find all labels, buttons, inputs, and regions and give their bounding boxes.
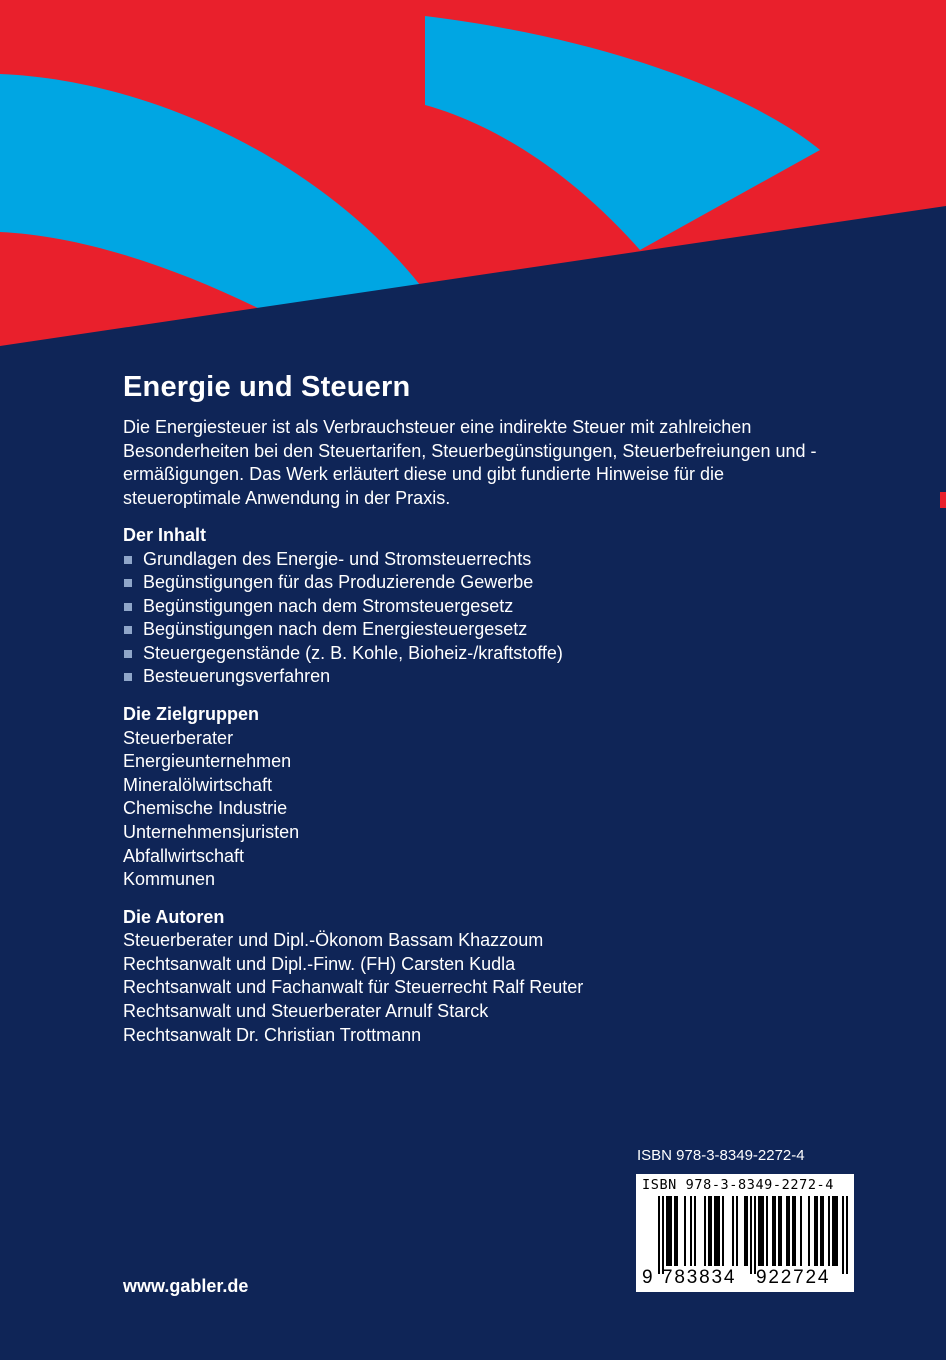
book-title: Energie und Steuern (123, 371, 411, 403)
barcode-bar (746, 1196, 748, 1266)
zielgruppen-list (123, 727, 823, 892)
barcode-bar (832, 1196, 834, 1266)
section-zielgruppen (123, 703, 823, 892)
barcode-bar (794, 1196, 796, 1266)
barcode-guard-bar (662, 1196, 664, 1274)
back-cover-content (123, 368, 823, 1047)
zielgruppen-heading: Die Zielgruppen (123, 704, 260, 725)
barcode-bar (834, 1196, 836, 1266)
barcode-bar (710, 1196, 712, 1266)
barcode-bar (690, 1196, 692, 1266)
bullet-square-icon (124, 556, 132, 564)
list-item: Steuergegenstände (z. B. Kohle, Bioheiz-/kraftstoffe) (123, 642, 823, 666)
isbn-label: ISBN 978-3-8349-2272-4 (637, 1147, 805, 1164)
edge-tab-marker (940, 492, 946, 508)
barcode-bar (718, 1196, 720, 1266)
bullet-square-icon (124, 603, 132, 611)
section-inhalt (123, 524, 823, 689)
barcode-guard-bar (842, 1196, 844, 1274)
barcode-bar (788, 1196, 790, 1266)
list-item: Rechtsanwalt und Fachanwalt für Steuerrecht Ralf Reuter (123, 977, 584, 998)
list-item: Abfallwirtschaft (123, 845, 245, 866)
barcode-bar (684, 1196, 686, 1266)
barcode-bar (670, 1196, 672, 1266)
cover-art (0, 0, 946, 360)
list-item: Unternehmensjuristen (123, 821, 300, 842)
barcode-bar (714, 1196, 716, 1266)
barcode-bar (836, 1196, 838, 1266)
list-item: Begünstigungen nach dem Energiesteuergesetz (123, 618, 823, 642)
barcode-bar (758, 1196, 760, 1266)
bullet-square-icon (124, 650, 132, 658)
bullet-square-icon (124, 579, 132, 587)
barcode-right-digits: 922724 (756, 1267, 831, 1288)
list-item: Kommunen (123, 869, 216, 890)
barcode-bar (760, 1196, 762, 1266)
barcode-left-digits: 783834 (662, 1267, 737, 1288)
bullet-square-icon (124, 673, 132, 681)
barcode-bar (820, 1196, 822, 1266)
list-item: Chemische Industrie (123, 798, 288, 819)
barcode-bar (774, 1196, 776, 1266)
intro-paragraph: Die Energiesteuer ist als Verbrauchsteuer eine indirekte Steuer mit zahlreichen Besonderheiten bei den Steuertarifen, Steuerbegünstigungen, Steuerbefreiungen und -ermäßigungen. Das Werk erläutert diese und gibt fundierte Hinweise für die steueroptimale Anwendung in der Praxis. (123, 417, 817, 508)
barcode-bar (694, 1196, 696, 1266)
list-item: Energieunternehmen (123, 751, 292, 772)
list-item: Rechtsanwalt und Steuerberater Arnulf Starck (123, 1001, 489, 1021)
list-item: Grundlagen des Energie- und Stromsteuerrechts (123, 548, 823, 572)
barcode-guard-bar (750, 1196, 752, 1274)
barcode-bar (708, 1196, 710, 1266)
barcode-bar (792, 1196, 794, 1266)
barcode-bar (786, 1196, 788, 1266)
barcode-bar (780, 1196, 782, 1266)
autoren-list (123, 929, 823, 1047)
barcode-bar (808, 1196, 810, 1266)
barcode-bar (716, 1196, 718, 1266)
barcode-bar (814, 1196, 816, 1266)
section-autoren (123, 906, 823, 1047)
barcode-bar (722, 1196, 724, 1266)
barcode-bar (766, 1196, 768, 1266)
list-item: Besteuerungsverfahren (123, 665, 823, 689)
barcode-guard-bar (658, 1196, 660, 1274)
barcode-bar (822, 1196, 824, 1266)
barcode-bar (674, 1196, 676, 1266)
list-item: Steuerberater (123, 727, 234, 748)
barcode-bar (736, 1196, 738, 1266)
inhalt-list (123, 548, 823, 690)
bullet-square-icon (124, 626, 132, 634)
barcode-bar (816, 1196, 818, 1266)
list-item: Begünstigungen nach dem Stromsteuergesetz (123, 595, 823, 619)
barcode-bar (744, 1196, 746, 1266)
autoren-heading: Die Autoren (123, 906, 225, 927)
publisher-website: www.gabler.de (123, 1276, 249, 1296)
barcode-bar (732, 1196, 734, 1266)
list-item: Rechtsanwalt und Dipl.-Finw. (FH) Carsten Kudla (123, 953, 516, 974)
barcode-isbn-text: ISBN 978-3-8349-2272-4 (642, 1177, 835, 1193)
list-item: Rechtsanwalt Dr. Christian Trottmann (123, 1024, 422, 1045)
barcode-bar (666, 1196, 668, 1266)
barcode-bar (828, 1196, 830, 1266)
inhalt-heading: Der Inhalt (123, 525, 207, 545)
list-item: Mineralölwirtschaft (123, 774, 273, 795)
list-item: Steuerberater und Dipl.-Ökonom Bassam Khazzoum (123, 930, 544, 951)
barcode-lead-digit: 9 (642, 1267, 653, 1288)
barcode-bar (800, 1196, 802, 1266)
isbn-barcode (636, 1174, 854, 1292)
barcode-bar (676, 1196, 678, 1266)
barcode-bar (762, 1196, 764, 1266)
barcode-guard-bar (754, 1196, 756, 1274)
barcode-bar (704, 1196, 706, 1266)
barcode-guard-bar (846, 1196, 848, 1274)
list-item: Begünstigungen für das Produzierende Gewerbe (123, 571, 823, 595)
barcode-bar (668, 1196, 670, 1266)
barcode-bar (772, 1196, 774, 1266)
barcode-bar (778, 1196, 780, 1266)
